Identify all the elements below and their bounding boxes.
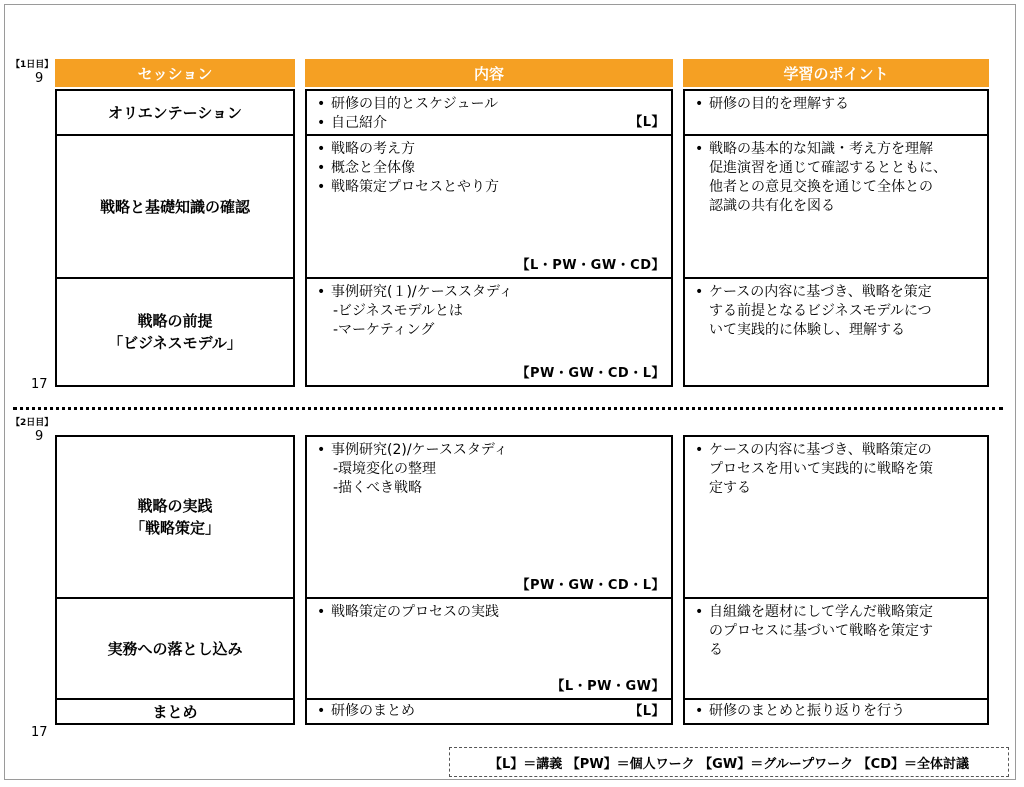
day2-start-time: 9	[35, 429, 44, 444]
content-cell	[305, 698, 673, 725]
session-cell	[55, 597, 295, 700]
session-title: まとめ	[152, 702, 198, 721]
content-subitem: -描くべき戦略	[333, 480, 423, 496]
content-item: • 戦略の考え方	[317, 141, 415, 157]
points-cell	[683, 89, 989, 136]
day1-end-time: 17	[31, 377, 48, 392]
schedule-page	[4, 4, 1016, 780]
point-item: • ケースの内容に基づき、戦略策定の	[695, 442, 932, 458]
content-cell	[305, 435, 673, 599]
content-item: • 戦略策定プロセスとやり方	[317, 179, 499, 195]
day1-label: 【1日目】	[11, 60, 54, 70]
point-item: • 戦略の基本的な知識・考え方を理解	[695, 141, 933, 157]
method-legend: 【L】＝講義 【PW】＝個人ワーク 【GW】＝グループワーク 【CD】＝全体討議	[449, 747, 1009, 777]
session-cell	[55, 89, 295, 136]
method-tag: 【PW・GW・CD・L】	[516, 366, 665, 381]
header-content: 内容	[305, 59, 673, 87]
content-subitem: -マーケティング	[333, 322, 435, 338]
point-line: プロセスを用いて実践的に戦略を策	[709, 461, 933, 477]
points-cell	[683, 134, 989, 279]
points-cell	[683, 597, 989, 700]
content-item: • 概念と全体像	[317, 160, 415, 176]
content-item: • 研修の目的とスケジュール	[317, 96, 499, 112]
points-cell	[683, 698, 989, 725]
content-subitem: -ビジネスモデルとは	[333, 303, 463, 319]
point-item: • 自組織を題材にして学んだ戦略策定	[695, 604, 933, 620]
method-tag: 【PW・GW・CD・L】	[516, 578, 665, 593]
method-tag: 【L】	[629, 704, 665, 719]
content-item: • 研修のまとめ	[317, 703, 415, 719]
content-cell	[305, 277, 673, 387]
point-item: • ケースの内容に基づき、戦略を策定	[695, 284, 932, 300]
points-cell	[683, 277, 989, 387]
content-cell	[305, 134, 673, 279]
content-cell	[305, 89, 673, 136]
session-subtitle: 「ビジネスモデル」	[108, 334, 242, 352]
point-line: 促進演習を通じて確認するとともに、	[709, 160, 947, 176]
point-item: • 研修の目的を理解する	[695, 96, 849, 112]
point-line: 他者との意見交換を通じて全体との	[709, 179, 933, 195]
method-tag: 【L・PW・GW・CD】	[516, 258, 665, 273]
session-cell	[55, 698, 295, 725]
point-item: • 研修のまとめと振り返りを行う	[695, 703, 905, 719]
header-points: 学習のポイント	[683, 59, 989, 87]
method-tag: 【L・PW・GW】	[551, 679, 665, 694]
header-session: セッション	[55, 59, 295, 87]
point-line: る	[709, 642, 723, 658]
point-line: のプロセスに基づいて戦略を策定す	[709, 623, 933, 639]
content-item: • 事例研究(2)/ケーススタディ	[317, 442, 508, 458]
day2-label: 【2日目】	[11, 418, 54, 428]
point-line: いて実践的に体験し、理解する	[709, 322, 905, 338]
day1-start-time: 9	[35, 71, 44, 86]
session-title: オリエンテーション	[107, 103, 243, 122]
day-divider	[13, 407, 1003, 410]
session-title: 戦略の前提	[137, 312, 213, 330]
session-title: 戦略の実践	[137, 497, 213, 515]
content-cell	[305, 597, 673, 700]
content-item: • 自己紹介	[317, 115, 387, 131]
content-subitem: -環境変化の整理	[333, 461, 437, 477]
session-cell	[55, 435, 295, 599]
session-cell	[55, 134, 295, 279]
session-cell	[55, 277, 295, 387]
point-line: 定する	[709, 480, 751, 496]
session-subtitle: 「戦略策定」	[129, 519, 220, 537]
content-item: • 事例研究(１)/ケーススタディ	[317, 284, 513, 300]
points-cell	[683, 435, 989, 599]
session-title: 実務への落とし込み	[107, 639, 243, 658]
point-line: 認識の共有化を図る	[709, 198, 835, 214]
day2-end-time: 17	[31, 725, 48, 740]
session-title: 戦略と基礎知識の確認	[99, 197, 250, 216]
point-line: する前提となるビジネスモデルにつ	[709, 303, 932, 319]
content-item: • 戦略策定のプロセスの実践	[317, 604, 499, 620]
method-tag: 【L】	[629, 115, 665, 130]
